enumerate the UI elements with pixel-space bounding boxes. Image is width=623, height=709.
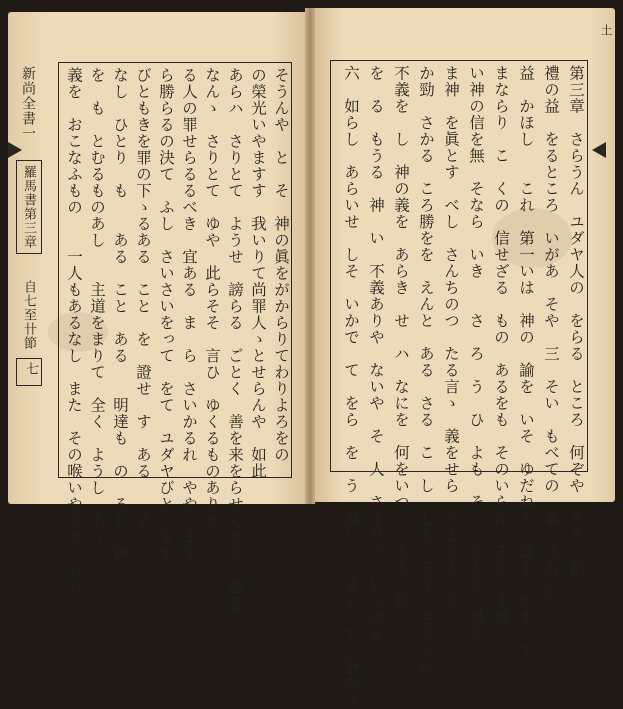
text-column: る人の罪せらるるべき 宜ある ま ら さいかるれ やや まを <box>180 67 198 562</box>
left-margin-chapter: 羅馬書第三章 <box>21 165 36 249</box>
text-column: そうんや と そ 神の眞をがからりてわりよろをの <box>272 67 290 463</box>
book-gutter <box>305 8 315 504</box>
left-margin-page: 七 <box>23 362 38 376</box>
left-fishtail-mark <box>8 142 22 158</box>
right-text-frame <box>330 60 588 709</box>
text-column: ま神 を眞とす べし さんちのつ たる言ゝ 義をせら そまなん ら <box>442 65 460 610</box>
left-margin-title: 新尚全書一 <box>20 66 36 141</box>
text-column: の榮光いやますす 我いりて尚罪人ゝとせらんや 如此 <box>249 67 267 480</box>
text-column: い神の信を無 そなら いき さ ろ う ひ よも そ の人や 僞を <box>467 65 485 643</box>
right-fishtail-mark <box>592 142 606 158</box>
text-column: 益 かほし これ 第一いは 神の 諭を いそ ゆだねる 証を たまへて <box>517 65 535 659</box>
text-column: なし ひとり も ある こと ある 明達も の るし 神 <box>111 67 129 562</box>
text-column: びともきを罪の下ゝるある こと を 證せ す ある そ <box>134 67 152 529</box>
text-column: を も とむるものあし 主道をまりて 全く ようし あり <box>88 67 106 546</box>
text-column: あらハ さりとて ようせ 謗らる ごとく 善を来をらせんとて 惡を <box>226 67 244 612</box>
text-column: ら勝らるの決て ふし さいさいをって をて ユダヤびと をす <box>157 67 175 562</box>
text-column: 第三章 さらうん ユダヤ人の をらる ところ 何ぞや そそ 割 <box>567 65 585 577</box>
text-column: 義を おこなふもの 一人もあるなし また その喉いやあき しし <box>65 67 83 595</box>
text-column: を る もうる 神 い 不義ありや ないや そ 人 さまりて いふのを <box>367 65 385 643</box>
text-column: 禮の益 をるところ いがあ そや 三 そい もべての 事 さおいて <box>542 65 560 610</box>
text-column: まならり こ くの 信せざる もの あるをも そのいらん その 不信 <box>492 65 510 626</box>
text-column: なんゝ さりとて ゆや 此らそそ 言ひ ゆくるものありか <box>203 67 221 529</box>
text-column: 不義を し 神の義を あらき せ ハ なにを 何をいつへ きる 怒 <box>392 65 410 610</box>
left-text-frame <box>58 62 292 612</box>
right-margin-mark: 土 <box>599 24 613 37</box>
text-column: か勁 さかる ころ勝をを えんと ある さる こ し しか るを さるうが <box>417 65 435 676</box>
left-margin-verse: 自七至卄節 <box>21 280 36 350</box>
text-column: 六 如らし あらいせ しそ いかで て をら を う 神いつ まし て 世をさ <box>342 65 360 709</box>
